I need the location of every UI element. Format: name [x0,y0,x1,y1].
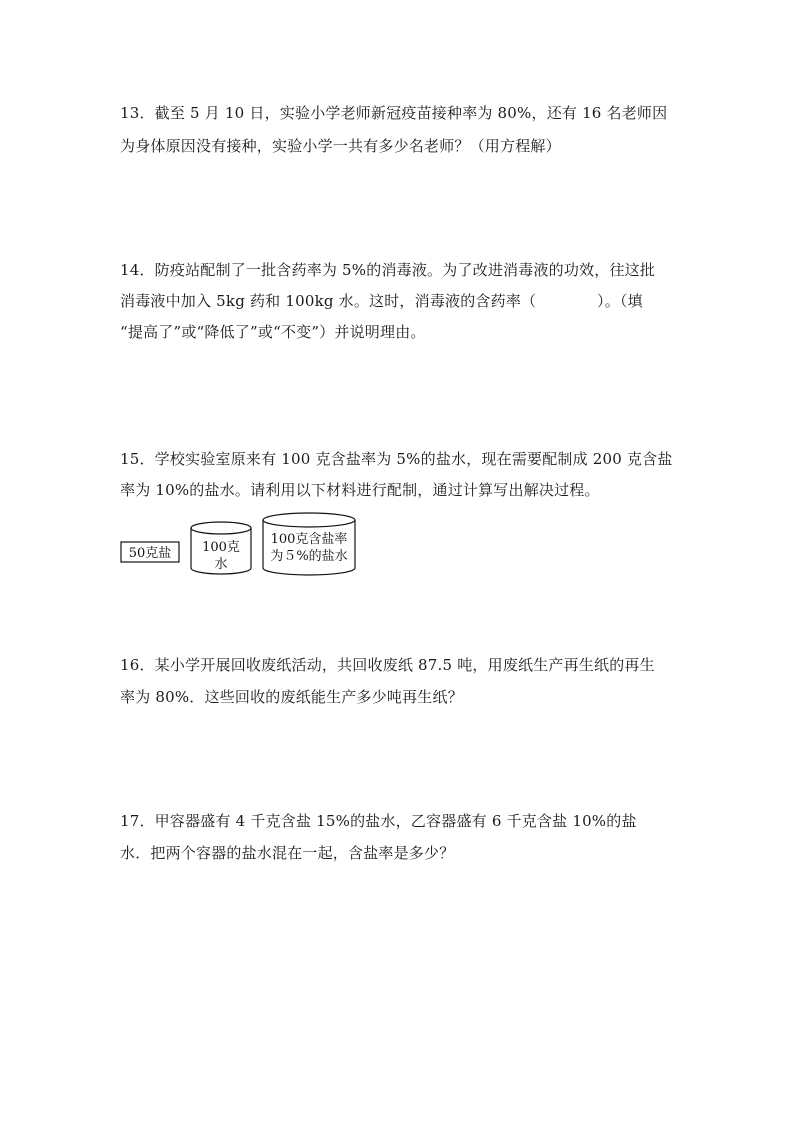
q14-line-3: “提高了”或“降低了”或“不变”）并说明理由。 [120,323,426,341]
q14-line-1: 14．防疫站配制了一批含药率为 5%的消毒液。为了改进消毒液的功效，往这批 [120,261,656,279]
brine-cup-label-1: 100克含盐率 [270,532,348,547]
salt-box-label: 50克盐 [128,546,172,561]
water-cup-label-1: 100克 [202,540,240,555]
q17-line-1: 17．甲容器盛有 4 千克含盐 15%的盐水，乙容器盛有 6 千克含盐 10%的盐 [120,812,637,830]
q15-line-1: 15．学校实验室原来有 100 克含盐率为 5%的盐水，现在需要配制成 200 克含盐 [120,450,673,468]
q16-line-1: 16．某小学开展回收废纸活动，共回收废纸 87.5 吨，用废纸生产再生纸的再生 [120,656,655,674]
q15-line-2: 率为 10%的盐水。请利用以下材料进行配制，通过计算写出解决过程。 [120,481,600,499]
q13-line-1: 13．截至 5 月 10 日，实验小学老师新冠疫苗接种率为 80%，还有 16 名老师因 [120,104,668,122]
q14-line-2: 消毒液中加入 5kg 药和 100kg 水。这时，消毒液的含药率（ ）。（填 [120,292,643,310]
water-cup [191,522,251,574]
salt-box [121,542,179,562]
brine-cup [263,513,355,575]
q16-line-2: 率为 80%．这些回收的废纸能生产多少吨再生纸？ [120,688,463,706]
q17-line-2: 水．把两个容器的盐水混在一起，含盐率是多少？ [120,844,455,862]
materials-drawing [120,510,370,580]
q13-line-2: 为身体原因没有接种，实验小学一共有多少名老师？（用方程解） [120,137,561,155]
materials-figure [120,510,370,580]
water-cup-label-2: 水 [214,557,228,572]
brine-cup-label-2: 为５%的盐水 [270,549,348,564]
